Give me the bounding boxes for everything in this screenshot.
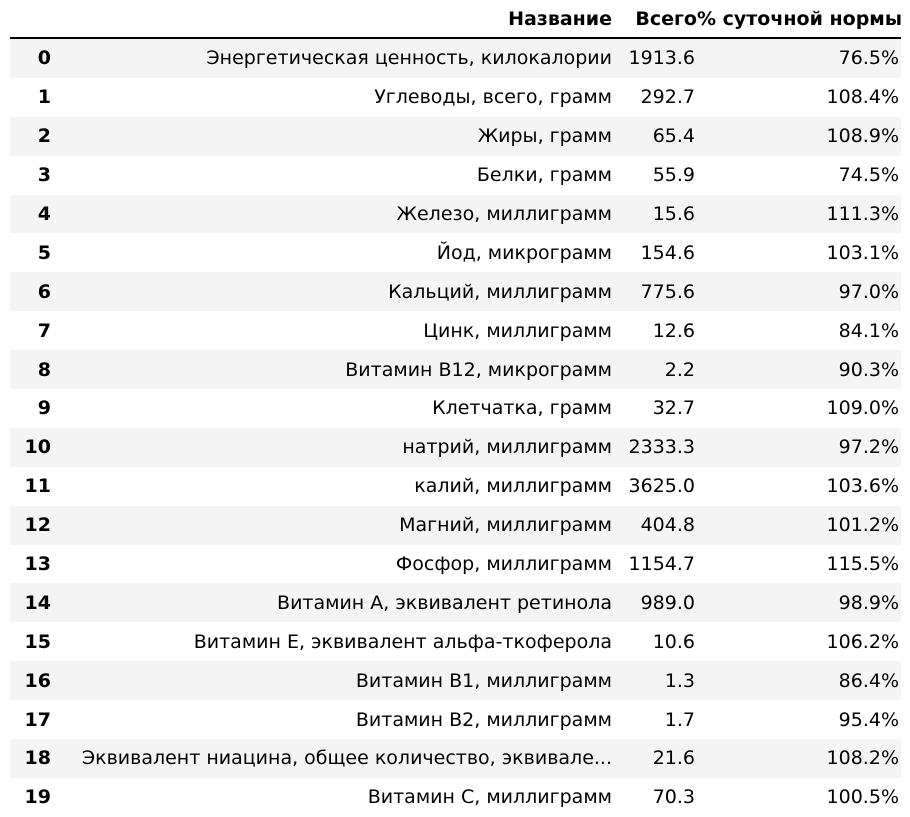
row-total-cell: 1154.7: [614, 545, 697, 584]
row-percent-cell: 108.9%: [697, 117, 901, 156]
row-index-cell: 4: [10, 195, 56, 234]
row-name-cell: Витамин B2, миллиграмм: [56, 700, 614, 739]
table-row: [10, 272, 901, 311]
row-total-cell: 404.8: [614, 506, 697, 545]
row-name-cell: Клетчатка, грамм: [56, 389, 614, 428]
row-name-cell: Энергетическая ценность, килокалории: [56, 38, 614, 78]
table-row: [10, 545, 901, 584]
table-row: [10, 233, 901, 272]
row-total-cell: 32.7: [614, 389, 697, 428]
row-total-cell: 154.6: [614, 233, 697, 272]
row-percent-cell: 98.9%: [697, 583, 901, 622]
row-total-cell: 2333.3: [614, 428, 697, 467]
table-row: [10, 506, 901, 545]
row-total-cell: 989.0: [614, 583, 697, 622]
row-percent-cell: 97.0%: [697, 272, 901, 311]
row-total-cell: 292.7: [614, 78, 697, 117]
table-row: [10, 117, 901, 156]
row-name-cell: Витамин B12, микрограмм: [56, 350, 614, 389]
row-index-cell: 12: [10, 506, 56, 545]
table-row: [10, 195, 901, 234]
row-percent-cell: 103.1%: [697, 233, 901, 272]
table-row: [10, 622, 901, 661]
row-total-cell: 12.6: [614, 311, 697, 350]
row-index-cell: 14: [10, 583, 56, 622]
row-name-cell: Витамин A, эквивалент ретинола: [56, 583, 614, 622]
table-row: [10, 661, 901, 700]
row-name-cell: Цинк, миллиграмм: [56, 311, 614, 350]
row-total-cell: 10.6: [614, 622, 697, 661]
table-row: [10, 467, 901, 506]
row-index-cell: 5: [10, 233, 56, 272]
row-index-cell: 3: [10, 156, 56, 195]
row-index-cell: 7: [10, 311, 56, 350]
row-total-cell: 1913.6: [614, 38, 697, 78]
row-total-cell: 3625.0: [614, 467, 697, 506]
row-percent-cell: 90.3%: [697, 350, 901, 389]
row-total-cell: 55.9: [614, 156, 697, 195]
row-index-cell: 0: [10, 38, 56, 78]
row-index-cell: 13: [10, 545, 56, 584]
row-name-cell: Витамин E, эквивалент альфа-ткоферола: [56, 622, 614, 661]
table-row: [10, 583, 901, 622]
row-percent-cell: 115.5%: [697, 545, 901, 584]
row-name-cell: натрий, миллиграмм: [56, 428, 614, 467]
row-percent-cell: 111.3%: [697, 195, 901, 234]
nutrition-table: [10, 0, 901, 817]
table-body: [10, 38, 901, 817]
row-percent-cell: 101.2%: [697, 506, 901, 545]
row-percent-cell: 74.5%: [697, 156, 901, 195]
row-index-cell: 6: [10, 272, 56, 311]
row-percent-cell: 108.4%: [697, 78, 901, 117]
row-name-cell: калий, миллиграмм: [56, 467, 614, 506]
row-name-cell: Жиры, грамм: [56, 117, 614, 156]
table-row: [10, 156, 901, 195]
row-percent-cell: 103.6%: [697, 467, 901, 506]
row-name-cell: Железо, миллиграмм: [56, 195, 614, 234]
row-percent-cell: 108.2%: [697, 739, 901, 778]
row-index-cell: 9: [10, 389, 56, 428]
row-percent-cell: 95.4%: [697, 700, 901, 739]
row-total-cell: 2.2: [614, 350, 697, 389]
table-row: [10, 38, 901, 78]
row-index-cell: 18: [10, 739, 56, 778]
row-index-cell: 2: [10, 117, 56, 156]
header-name: Название: [56, 0, 614, 38]
row-name-cell: Углеводы, всего, грамм: [56, 78, 614, 117]
row-index-cell: 17: [10, 700, 56, 739]
table-row: [10, 389, 901, 428]
row-percent-cell: 100.5%: [697, 778, 901, 817]
row-percent-cell: 109.0%: [697, 389, 901, 428]
header-index: [10, 0, 56, 38]
row-total-cell: 15.6: [614, 195, 697, 234]
table-row: [10, 78, 901, 117]
row-total-cell: 775.6: [614, 272, 697, 311]
row-index-cell: 10: [10, 428, 56, 467]
header-row: [10, 0, 901, 38]
row-total-cell: 1.3: [614, 661, 697, 700]
table-row: [10, 778, 901, 817]
table-header: [10, 0, 901, 38]
row-total-cell: 1.7: [614, 700, 697, 739]
table-row: [10, 739, 901, 778]
row-percent-cell: 84.1%: [697, 311, 901, 350]
row-index-cell: 1: [10, 78, 56, 117]
row-name-cell: Йод, микрограмм: [56, 233, 614, 272]
table-row: [10, 350, 901, 389]
row-name-cell: Витамин C, миллиграмм: [56, 778, 614, 817]
row-name-cell: Белки, грамм: [56, 156, 614, 195]
row-percent-cell: 97.2%: [697, 428, 901, 467]
row-percent-cell: 106.2%: [697, 622, 901, 661]
row-index-cell: 15: [10, 622, 56, 661]
row-name-cell: Кальций, миллиграмм: [56, 272, 614, 311]
table-row: [10, 311, 901, 350]
table-row: [10, 700, 901, 739]
row-index-cell: 19: [10, 778, 56, 817]
row-percent-cell: 76.5%: [697, 38, 901, 78]
row-index-cell: 11: [10, 467, 56, 506]
row-name-cell: Фосфор, миллиграмм: [56, 545, 614, 584]
row-total-cell: 65.4: [614, 117, 697, 156]
row-name-cell: Магний, миллиграмм: [56, 506, 614, 545]
row-name-cell: Эквивалент ниацина, общее количество, эквивале...: [56, 739, 614, 778]
row-total-cell: 70.3: [614, 778, 697, 817]
header-total: Всего: [614, 0, 697, 38]
row-total-cell: 21.6: [614, 739, 697, 778]
row-index-cell: 8: [10, 350, 56, 389]
row-index-cell: 16: [10, 661, 56, 700]
row-percent-cell: 86.4%: [697, 661, 901, 700]
table-row: [10, 428, 901, 467]
row-name-cell: Витамин B1, миллиграмм: [56, 661, 614, 700]
nutrition-table-container: [10, 0, 901, 817]
header-percent: % суточной нормы: [697, 0, 901, 38]
